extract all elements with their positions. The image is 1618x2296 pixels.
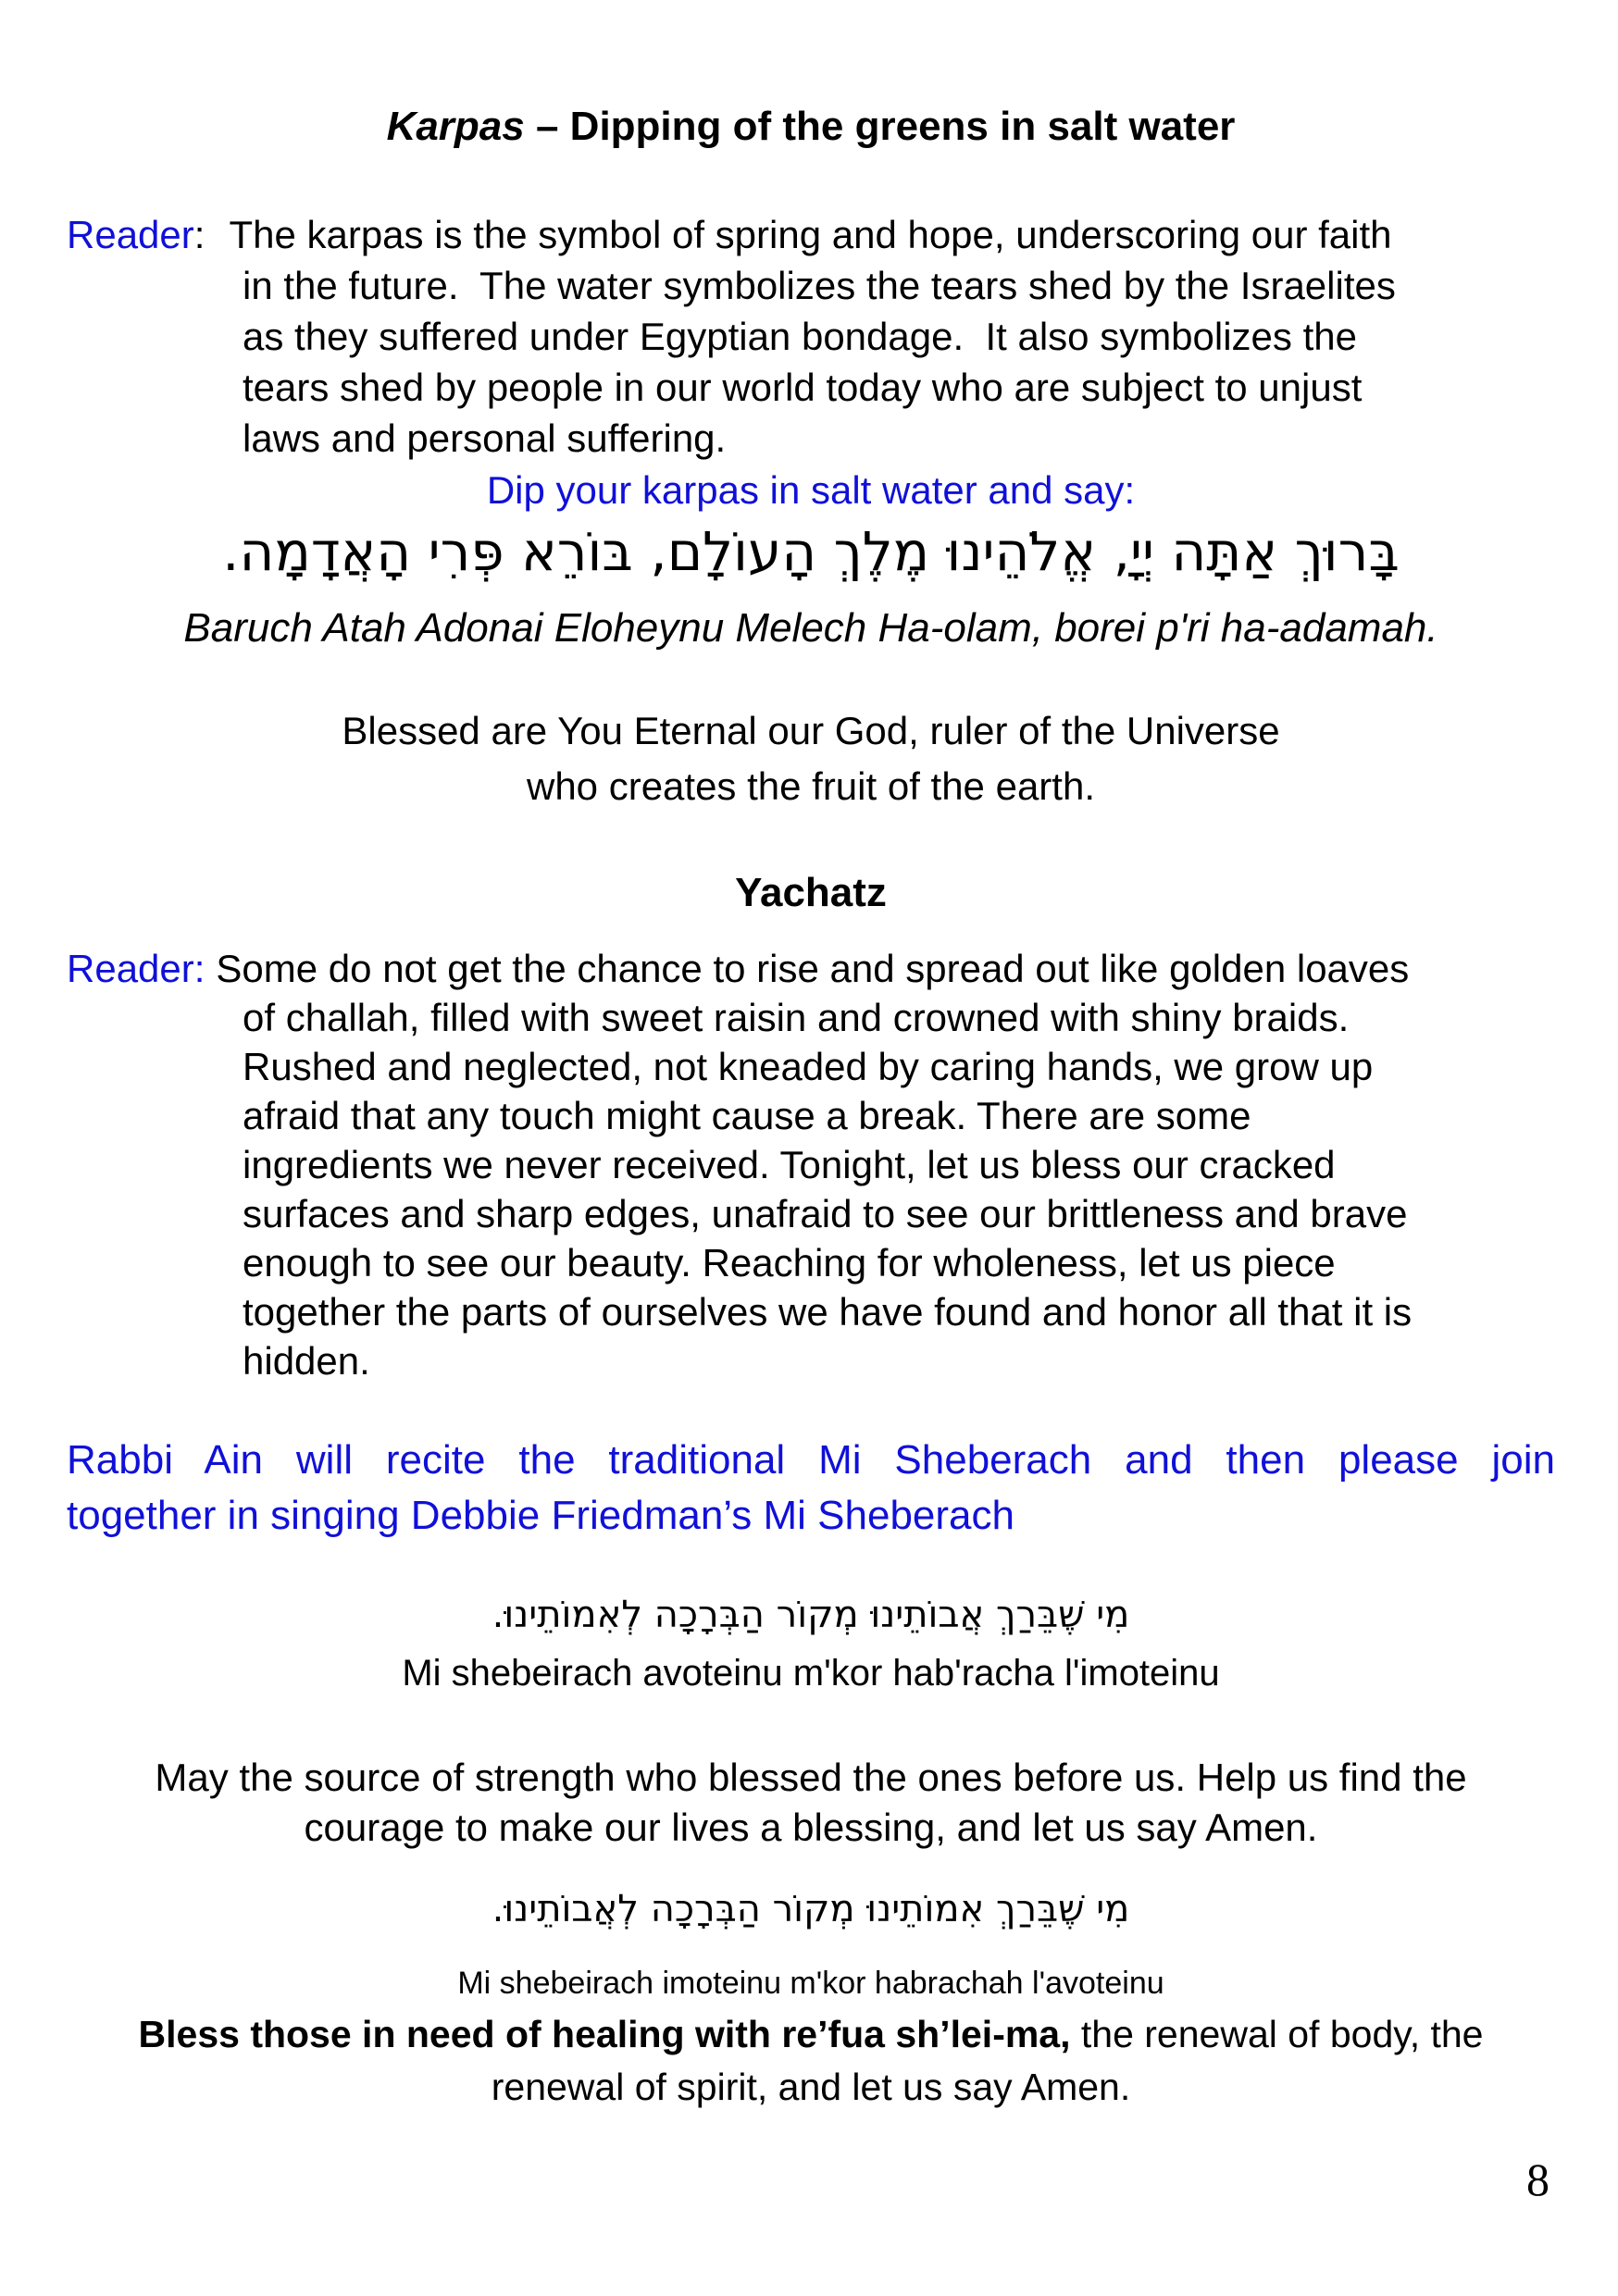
- paragraph-line: as they suffered under Egyptian bondage. It also symbolizes the: [243, 315, 1357, 358]
- reader-colon: :: [193, 213, 205, 256]
- english-line: courage to make our lives a blessing, and let us say Amen.: [304, 1806, 1318, 1849]
- healing-regular-text: the renewal of body, the: [1070, 2013, 1484, 2055]
- reader-label: Reader:: [67, 947, 205, 990]
- title-rest: – Dipping of the greens in salt water: [524, 104, 1236, 149]
- reader-label: Reader: [67, 213, 194, 256]
- english-line: [67, 2008, 1555, 2061]
- blessing-translation: [67, 703, 1555, 814]
- mi-sheberach-english-1: [67, 1753, 1555, 1853]
- paragraph-line: laws and personal suffering.: [243, 416, 727, 460]
- paragraph-line: together the parts of ourselves we have found and honor all that it is: [243, 1290, 1413, 1334]
- paragraph-line: tears shed by people in our world today who are subject to unjust: [243, 366, 1363, 409]
- paragraph-line: [67, 944, 1562, 993]
- page-number: 8: [1526, 2153, 1550, 2205]
- english-line: May the source of strength who blessed the ones before us. Help us find the: [155, 1756, 1467, 1799]
- paragraph-text: The karpas is the symbol of spring and hope, underscoring our faith: [229, 213, 1392, 256]
- blessing-transliteration: Baruch Atah Adonai Eloheynu Melech Ha-olam, borei p'ri ha-adamah.: [183, 605, 1438, 651]
- mi-sheberach-hebrew-avoteinu: מִי שֶׁבֵּרַךְ אֲבוֹתֵינוּ מְקוֹר הַבְּרָכָה לְאִמוֹתֵינוּ.: [492, 1594, 1130, 1636]
- paragraph-line: enough to see our beauty. Reaching for wholeness, let us piece: [243, 1241, 1336, 1285]
- paragraph-line: surfaces and sharp edges, unafraid to see our brittleness and brave: [243, 1192, 1408, 1235]
- paragraph-text: Some do not get the chance to rise and spread out like golden loaves: [216, 947, 1410, 990]
- mi-sheberach-translit-imoteinu: Mi shebeirach imoteinu m'kor habrachah l'avoteinu: [457, 1966, 1164, 2001]
- translation-line: Blessed are You Eternal our God, ruler of the Universe: [342, 709, 1280, 752]
- english-line: renewal of spirit, and let us say Amen.: [491, 2066, 1131, 2108]
- rabbi-instruction-paragraph: [67, 1433, 1555, 1544]
- paragraph-line: Rushed and neglected, not kneaded by caring hands, we grow up: [243, 1045, 1374, 1088]
- hebrew-blessing: בָּרוּךְ אַתָּה יְיָ, אֱלֹהֵינוּ מֶלֶךְ הָעוֹלָם, בּוֹרֵא פְּרִי הָאֲדָמָה.: [222, 520, 1400, 583]
- instruction-line: Rabbi Ain will recite the traditional Mi Sheberach and then please join: [67, 1437, 1555, 1483]
- dip-instruction: Dip your karpas in salt water and say:: [486, 468, 1136, 512]
- translation-line: who creates the fruit of the earth.: [526, 764, 1095, 808]
- paragraph-line: of challah, filled with sweet raisin and crowned with shiny braids.: [243, 996, 1350, 1039]
- healing-bold-text: Bless those in need of healing with re’fua sh’lei-ma,: [138, 2013, 1071, 2055]
- paragraph-line: afraid that any touch might cause a break. There are some: [243, 1094, 1251, 1137]
- mi-sheberach-english-2: [67, 2008, 1555, 2114]
- paragraph-line: ingredients we never received. Tonight, let us bless our cracked: [243, 1143, 1336, 1186]
- title-word-karpas: Karpas: [386, 104, 525, 149]
- paragraph-line: [67, 209, 1562, 260]
- section-title-karpas: [67, 104, 1555, 150]
- yachatz-reader-paragraph: [67, 944, 1562, 1385]
- karpas-reader-paragraph: [67, 209, 1562, 464]
- mi-sheberach-translit-avoteinu: Mi shebeirach avoteinu m'kor hab'racha l'imoteinu: [402, 1653, 1220, 1694]
- paragraph-line: in the future. The water symbolizes the tears shed by the Israelites: [243, 264, 1396, 307]
- section-title-yachatz: Yachatz: [735, 870, 887, 915]
- paragraph-line: hidden.: [243, 1339, 370, 1383]
- instruction-line: together in singing Debbie Friedman’s Mi Sheberach: [67, 1493, 1014, 1538]
- mi-sheberach-hebrew-imoteinu: מִי שֶׁבֵּרַךְ אִמוֹתֵינוּ מְקוֹר הַבְּרָכָה לְאֲבוֹתֵינוּ.: [492, 1888, 1130, 1930]
